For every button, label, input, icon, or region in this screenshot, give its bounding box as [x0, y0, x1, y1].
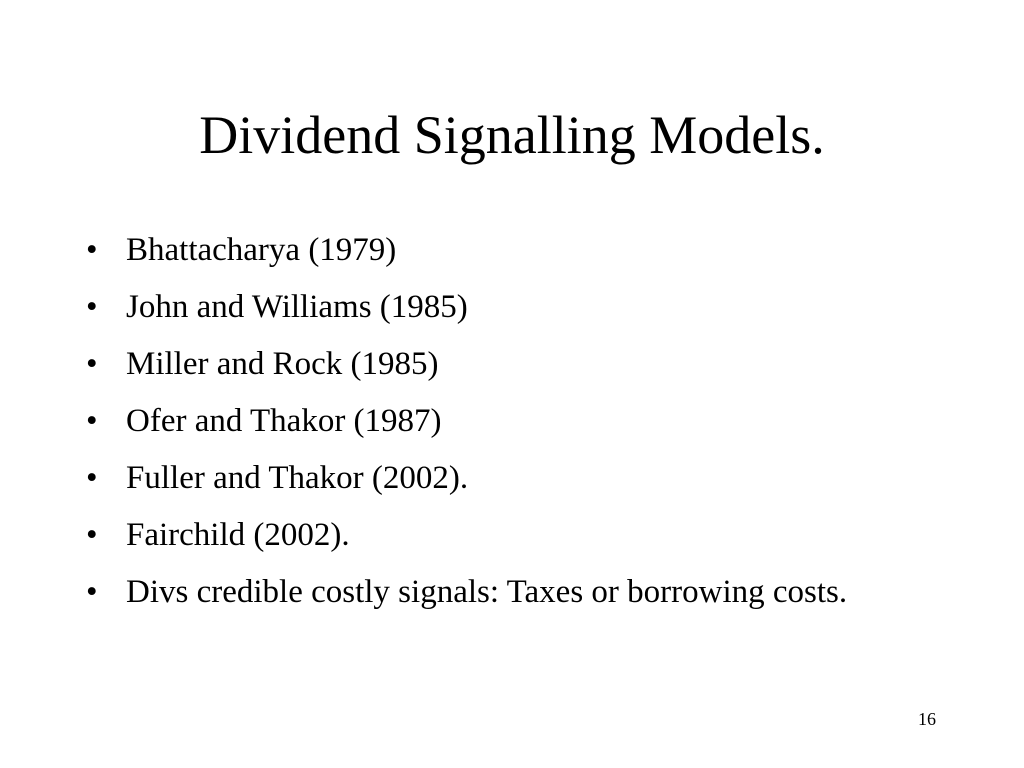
list-item-text: Bhattacharya (1979) — [126, 232, 397, 268]
list-item-text: Ofer and Thakor (1987) — [126, 403, 442, 439]
bullet-list — [86, 226, 926, 625]
list-item-text: Fairchild (2002). — [126, 517, 350, 553]
bullet-icon: • — [86, 574, 98, 610]
list-item — [86, 397, 926, 445]
list-item — [86, 340, 926, 388]
bullet-icon: • — [86, 232, 98, 268]
slide-title: Dividend Signalling Models. — [199, 105, 825, 165]
bullet-icon: • — [86, 403, 98, 439]
list-item-text: John and Williams (1985) — [126, 289, 468, 325]
list-item — [86, 511, 926, 559]
page-number: 16 — [918, 709, 936, 729]
list-item — [86, 283, 926, 331]
list-item-text: Fuller and Thakor (2002). — [126, 460, 469, 496]
list-item — [86, 454, 926, 502]
bullet-icon: • — [86, 517, 98, 553]
bullet-icon: • — [86, 289, 98, 325]
list-item — [86, 226, 926, 274]
bullet-icon: • — [86, 460, 98, 496]
list-item-text: Divs credible costly signals: Taxes or borrowing costs. — [126, 574, 848, 610]
list-item — [86, 568, 926, 616]
list-item-text: Miller and Rock (1985) — [126, 346, 439, 382]
bullet-icon: • — [86, 346, 98, 382]
